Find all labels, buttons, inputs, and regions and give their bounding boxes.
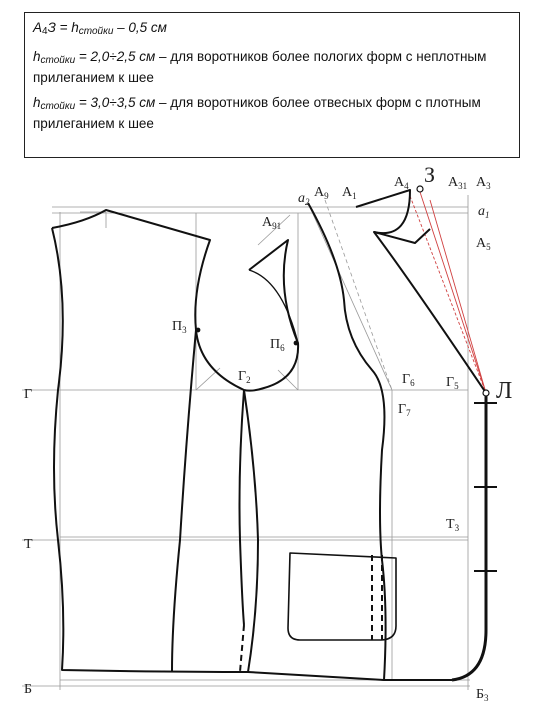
red-line-1 [420, 192, 486, 393]
dart-guide-a9 [325, 200, 392, 390]
lapel-notch [374, 229, 430, 243]
label-a1: $А_1$ [342, 185, 357, 201]
side-panel-seam-right [240, 390, 245, 625]
formula-h: h [33, 49, 41, 64]
point-p3 [196, 328, 201, 333]
formula-range: = 2,0÷2,5 см [75, 49, 156, 64]
label-g7: $Г_7$ [398, 402, 411, 418]
formula-h: h [33, 95, 41, 110]
label-t-left: Т [24, 537, 33, 552]
label-a91: $А_{91}$ [262, 215, 282, 231]
label-g-left: Г [24, 387, 33, 402]
point-z [417, 186, 423, 192]
armhole-inner-curve [249, 270, 298, 343]
dart-guide-a2 [308, 203, 392, 390]
label-a9: $А_9$ [314, 185, 329, 201]
label-a2: $a_2$ [298, 191, 310, 207]
label-p6: $П_6$ [270, 337, 285, 353]
label-a1-small: $a_1$ [478, 204, 490, 220]
label-b-left: Б [24, 682, 33, 697]
pocket-outline [288, 553, 396, 640]
dashed-seam-left [240, 625, 244, 672]
formula-description: – для воротников более пологих форм с неплотным прилеганием к шее [33, 49, 487, 85]
label-p3: $П_3$ [172, 319, 187, 335]
formula-sub-4: 4 [42, 26, 48, 37]
hem-contour [120, 671, 452, 680]
formula-z-h: З = h [47, 20, 79, 35]
formula-sub-stoiki: стойки [40, 101, 76, 112]
point-l [483, 390, 489, 396]
label-a5: $А_5$ [476, 236, 491, 252]
formula-sub-stoiki: стойки [78, 26, 114, 37]
red-guide-lines [410, 192, 486, 393]
formula-a4: А [33, 20, 43, 35]
label-a31: $А_{31}$ [448, 175, 468, 191]
label-a4: $А_4$ [394, 175, 409, 191]
side-panel-seam-left [244, 390, 258, 672]
formula-description: – для воротников более отвесных форм с плотным прилеганием к шее [33, 95, 481, 131]
label-g5: $Г_5$ [446, 375, 459, 391]
back-side-seam [172, 330, 196, 671]
labels [24, 162, 512, 703]
back-center-line [52, 228, 120, 671]
pattern-contours [52, 190, 486, 680]
front-side-seam-outer [308, 203, 386, 680]
label-l: Л [496, 378, 513, 404]
dashed-seams [240, 555, 382, 672]
red-line-2 [410, 196, 486, 393]
label-g6: $Г_6$ [402, 372, 415, 388]
front-edge-line [452, 393, 486, 680]
front-armhole-curve [244, 240, 298, 391]
formula-range: = 3,0÷3,5 см [75, 95, 156, 110]
back-shoulder-armhole [52, 210, 244, 390]
point-p6 [294, 341, 299, 346]
label-z: З [424, 162, 436, 187]
label-t3: $Т_3$ [446, 517, 460, 533]
guide-lines [22, 195, 470, 690]
label-a3: $А_3$ [476, 175, 491, 191]
formula-sub-stoiki: стойки [40, 55, 76, 66]
front-shoulder-lapel [356, 190, 486, 393]
red-line-3 [430, 200, 486, 393]
label-b3: $Б_3$ [476, 687, 489, 703]
label-g2: $Г_2$ [238, 369, 251, 385]
formula-value: – 0,5 см [113, 20, 167, 35]
